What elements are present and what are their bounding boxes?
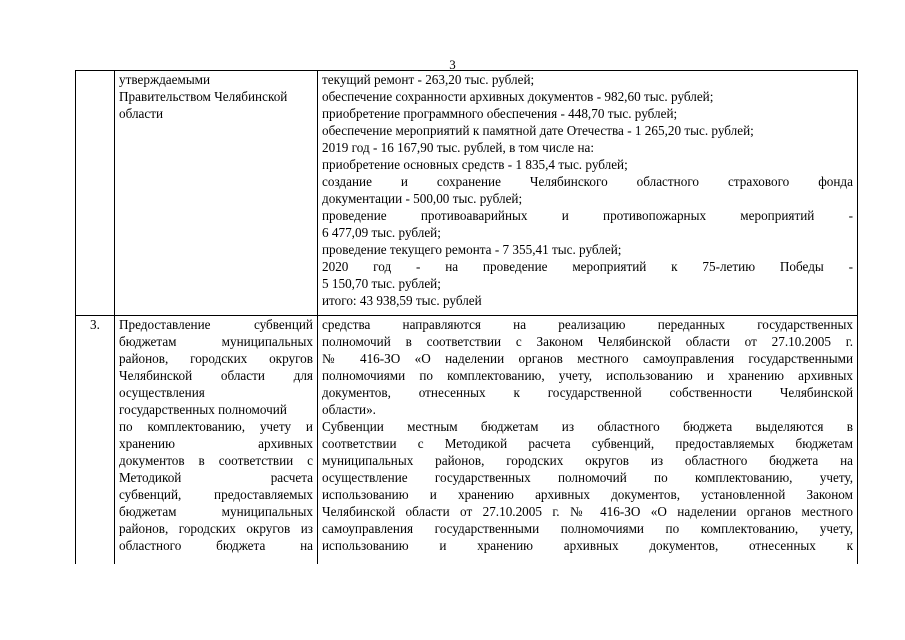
text-line: 2019 год - 16 167,90 тыс. рублей, в том числе на: xyxy=(322,140,595,155)
text-line: районов, городских округов из xyxy=(119,521,313,536)
text-line: самоуправления государственными полномочиями по комплектованию, учету, xyxy=(322,521,853,536)
text-line: осуществления xyxy=(119,385,205,400)
text-line: муниципальных районов, городских округов из областного бюджета на xyxy=(322,453,853,468)
measure-description-cell xyxy=(318,71,858,316)
text-line: приобретение программного обеспечения - 448,70 тыс. рублей; xyxy=(322,106,678,121)
text-line: проведение противоаварийных и противопожарных мероприятий - xyxy=(322,208,853,223)
text-line: бюджетам муниципальных xyxy=(119,334,313,349)
text-line: области xyxy=(119,106,164,121)
text-line: документов, отнесенных к государственной собственности Челябинской xyxy=(322,385,853,400)
table-row xyxy=(76,316,858,565)
text-line: Челябинской области от 27.10.2005 г. № 416-ЗО «О наделении органов местного xyxy=(322,504,853,519)
text-line: полномочиями по комплектованию, учету, использованию и хранению архивных xyxy=(322,368,853,383)
text-line: 5 150,70 тыс. рублей; xyxy=(322,276,441,291)
text-line: полномочий в соответствии с Законом Челябинской области от 27.10.2005 г. xyxy=(322,334,853,349)
text-line: районов, городских округов xyxy=(119,351,313,366)
row-number-cell: 3. xyxy=(76,316,115,565)
text-line: использованию и хранению архивных документов, установленной Законом xyxy=(322,487,853,502)
text-line: создание и сохранение Челябинского областного страхового фонда xyxy=(322,174,853,189)
text-line: использованию и хранению архивных документов, отнесенных к xyxy=(322,538,853,553)
text-line: документации - 500,00 тыс. рублей; xyxy=(322,191,523,206)
text-line: хранению архивных xyxy=(119,436,313,451)
text-line: по комплектованию, учету и xyxy=(119,419,313,434)
measure-name-cell xyxy=(115,316,318,565)
text-line: 2020 год - на проведение мероприятий к 75-летию Победы - xyxy=(322,259,853,274)
text-line: документов в соответствии с xyxy=(119,453,313,468)
text-line: Субвенции местным бюджетам из областного бюджета выделяются в xyxy=(322,419,853,434)
text-line: субвенций, предоставляемых xyxy=(119,487,313,502)
row-number-cell xyxy=(76,71,115,316)
text-line: текущий ремонт - 263,20 тыс. рублей; xyxy=(322,72,535,87)
text-line: средства направляются на реализацию переданных государственных xyxy=(322,317,853,332)
text-line: области». xyxy=(322,402,376,417)
text-line: соответствии с Методикой расчета субвенций, предоставляемых бюджетам xyxy=(322,436,853,451)
measure-name-cell xyxy=(115,71,318,316)
text-line: Предоставление субвенций xyxy=(119,317,313,332)
text-line: 6 477,09 тыс. рублей; xyxy=(322,225,441,240)
program-table xyxy=(75,70,858,564)
text-line: итого: 43 938,59 тыс. рублей xyxy=(322,293,482,308)
text-line: обеспечение мероприятий к памятной дате Отечества - 1 265,20 тыс. рублей; xyxy=(322,123,754,138)
table-row xyxy=(76,71,858,316)
text-line: обеспечение сохранности архивных документов - 982,60 тыс. рублей; xyxy=(322,89,714,104)
text-line: утверждаемыми xyxy=(119,72,211,87)
text-line: № 416-ЗО «О наделении органов местного самоуправления государственными xyxy=(322,351,853,366)
text-line: бюджетам муниципальных xyxy=(119,504,313,519)
text-line: государственных полномочий xyxy=(119,402,287,417)
text-line: Методикой расчета xyxy=(119,470,313,485)
page-number: 3 xyxy=(449,57,456,72)
measure-description-cell xyxy=(318,316,858,565)
text-line: Правительством Челябинской xyxy=(119,89,288,104)
text-line: Челябинской области для xyxy=(119,368,313,383)
text-line: проведение текущего ремонта - 7 355,41 тыс. рублей; xyxy=(322,242,622,257)
text-line: приобретение основных средств - 1 835,4 тыс. рублей; xyxy=(322,157,628,172)
text-line: областного бюджета на xyxy=(119,538,313,553)
text-line: осуществление государственных полномочий по комплектованию, учету, xyxy=(322,470,853,485)
